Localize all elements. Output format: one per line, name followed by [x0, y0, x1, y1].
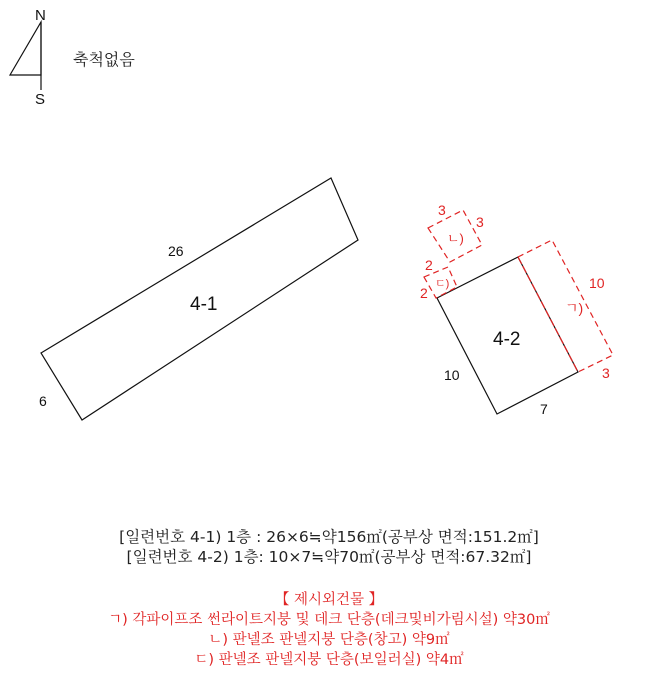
building-4-1-label: 4-1: [190, 294, 218, 315]
extra-item-b: ㄴ) 판넬조 판넬지붕 단층(창고) 약9㎡: [208, 632, 450, 648]
annex-c-width: 2: [420, 285, 428, 301]
extra-item-a: ㄱ) 각파이프조 썬라이트지붕 및 데크 단층(데크및비가림시설) 약30㎡: [108, 612, 550, 628]
north-label: N: [35, 7, 46, 24]
building-4-1-width: 6: [39, 393, 47, 409]
building-4-2-label: 4-2: [493, 329, 521, 350]
scale-note: 축척없음: [73, 50, 135, 69]
annex-a-length: 10: [589, 275, 605, 291]
annex-c-length: 2: [425, 257, 433, 273]
building-4-2-width: 7: [540, 401, 548, 417]
annex-a-mark: ㄱ): [565, 300, 584, 316]
south-label: S: [35, 91, 46, 108]
annex-b-length: 3: [438, 202, 446, 218]
extra-title: 【 제시외건물 】: [274, 592, 384, 608]
annex-b-mark: ㄴ): [447, 231, 464, 246]
north-arrow: [10, 7, 46, 108]
annex-c-mark: ㄷ): [435, 278, 450, 290]
annex-a-width: 3: [602, 365, 610, 381]
extra-item-c: ㄷ) 판넬조 판넬지붕 단층(보일러실) 약4㎡: [194, 652, 464, 668]
annex-b-width: 3: [476, 214, 484, 230]
building-4-2-length: 10: [444, 367, 460, 383]
note-4-1: [일련번호 4-1) 1층 : 26×6≒약156㎡(공부상 면적:151.2㎡]: [119, 528, 539, 546]
extra-buildings-notes: [0, 590, 658, 670]
note-4-2: [일련번호 4-2) 1층: 10×7≒약70㎡(공부상 면적:67.32㎡]: [126, 548, 532, 566]
building-4-1-length: 26: [168, 243, 184, 259]
building-notes: [0, 527, 658, 567]
